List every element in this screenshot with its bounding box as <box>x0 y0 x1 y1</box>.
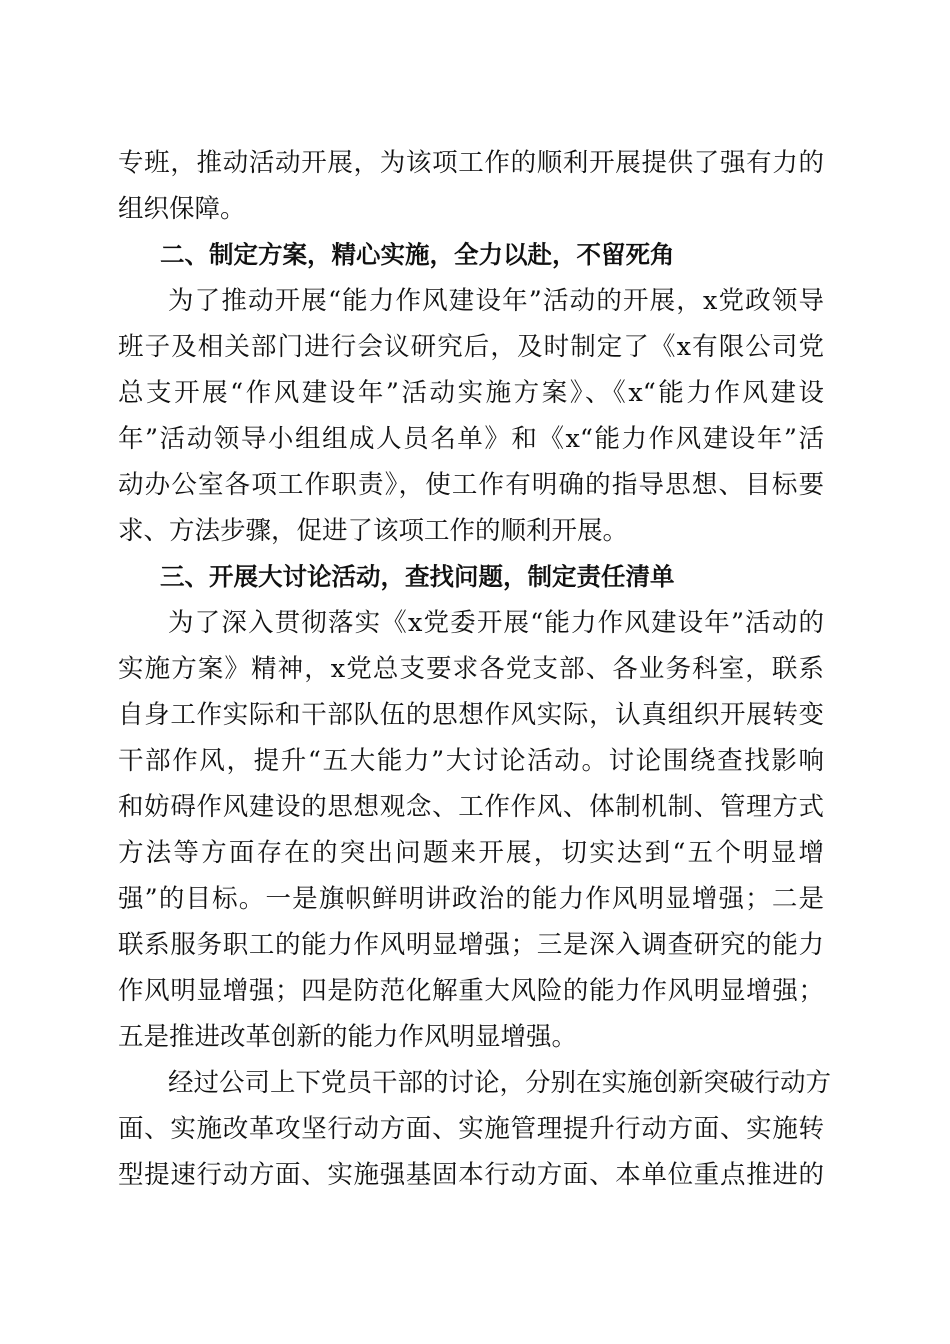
text-line: 干部作风，提升“五大能力”大讨论活动。讨论围绕查找影响 <box>118 746 824 776</box>
text-line: 经过公司上下党员干部的讨论，分别在实施创新突破行动方 <box>168 1068 832 1098</box>
text-line: 和妨碍作风建设的思想观念、工作作风、体制机制、管理方式 <box>118 792 824 822</box>
text-line: 联系服务职工的能力作风明显增强；三是深入调查研究的能力 <box>118 930 824 960</box>
text-line: 型提速行动方面、实施强基固本行动方面、本单位重点推进的 <box>118 1160 824 1190</box>
section-heading: 三、开展大讨论活动，查找问题，制定责任清单 <box>160 562 675 591</box>
text-line: 自身工作实际和干部队伍的思想作风实际，认真组织开展转变 <box>118 700 824 730</box>
text-line: 作风明显增强；四是防范化解重大风险的能力作风明显增强； <box>118 976 824 1006</box>
text-line: 为了推动开展“能力作风建设年”活动的开展，x党政领导 <box>168 286 824 316</box>
paragraph <box>118 140 824 232</box>
text-line: 五是推进改革创新的能力作风明显增强。 <box>118 1022 578 1052</box>
text-line: 实施方案》精神，x党总支要求各党支部、各业务科室，联系 <box>118 654 824 684</box>
text-line: 班子及相关部门进行会议研究后，及时制定了《x有限公司党 <box>118 332 824 362</box>
text-line: 求、方法步骤，促进了该项工作的顺利开展。 <box>118 516 629 546</box>
text-line: 强”的目标。一是旗帜鲜明讲政治的能力作风明显增强；二是 <box>118 884 824 914</box>
text-line: 年”活动领导小组组成人员名单》和《x“能力作风建设年”活 <box>118 424 824 454</box>
paragraph <box>118 1060 832 1198</box>
text-line: 面、实施改革攻坚行动方面、实施管理提升行动方面、实施转 <box>118 1114 824 1144</box>
text-line: 专班，推动活动开展，为该项工作的顺利开展提供了强有力的 <box>118 148 824 178</box>
text-line: 组织保障。 <box>118 194 246 224</box>
text-line: 总支开展“作风建设年”活动实施方案》、《x“能力作风建设 <box>118 378 824 408</box>
text-line: 动办公室各项工作职责》，使工作有明确的指导思想、目标要 <box>118 470 824 500</box>
document-page <box>118 140 832 1198</box>
paragraph <box>118 278 824 554</box>
text-line: 为了深入贯彻落实《x党委开展“能力作风建设年”活动的 <box>168 608 824 638</box>
text-line: 方法等方面存在的突出问题来开展，切实达到“五个明显增 <box>118 838 824 868</box>
section-heading: 二、制定方案，精心实施，全力以赴，不留死角 <box>160 240 675 269</box>
paragraph <box>118 600 824 1060</box>
